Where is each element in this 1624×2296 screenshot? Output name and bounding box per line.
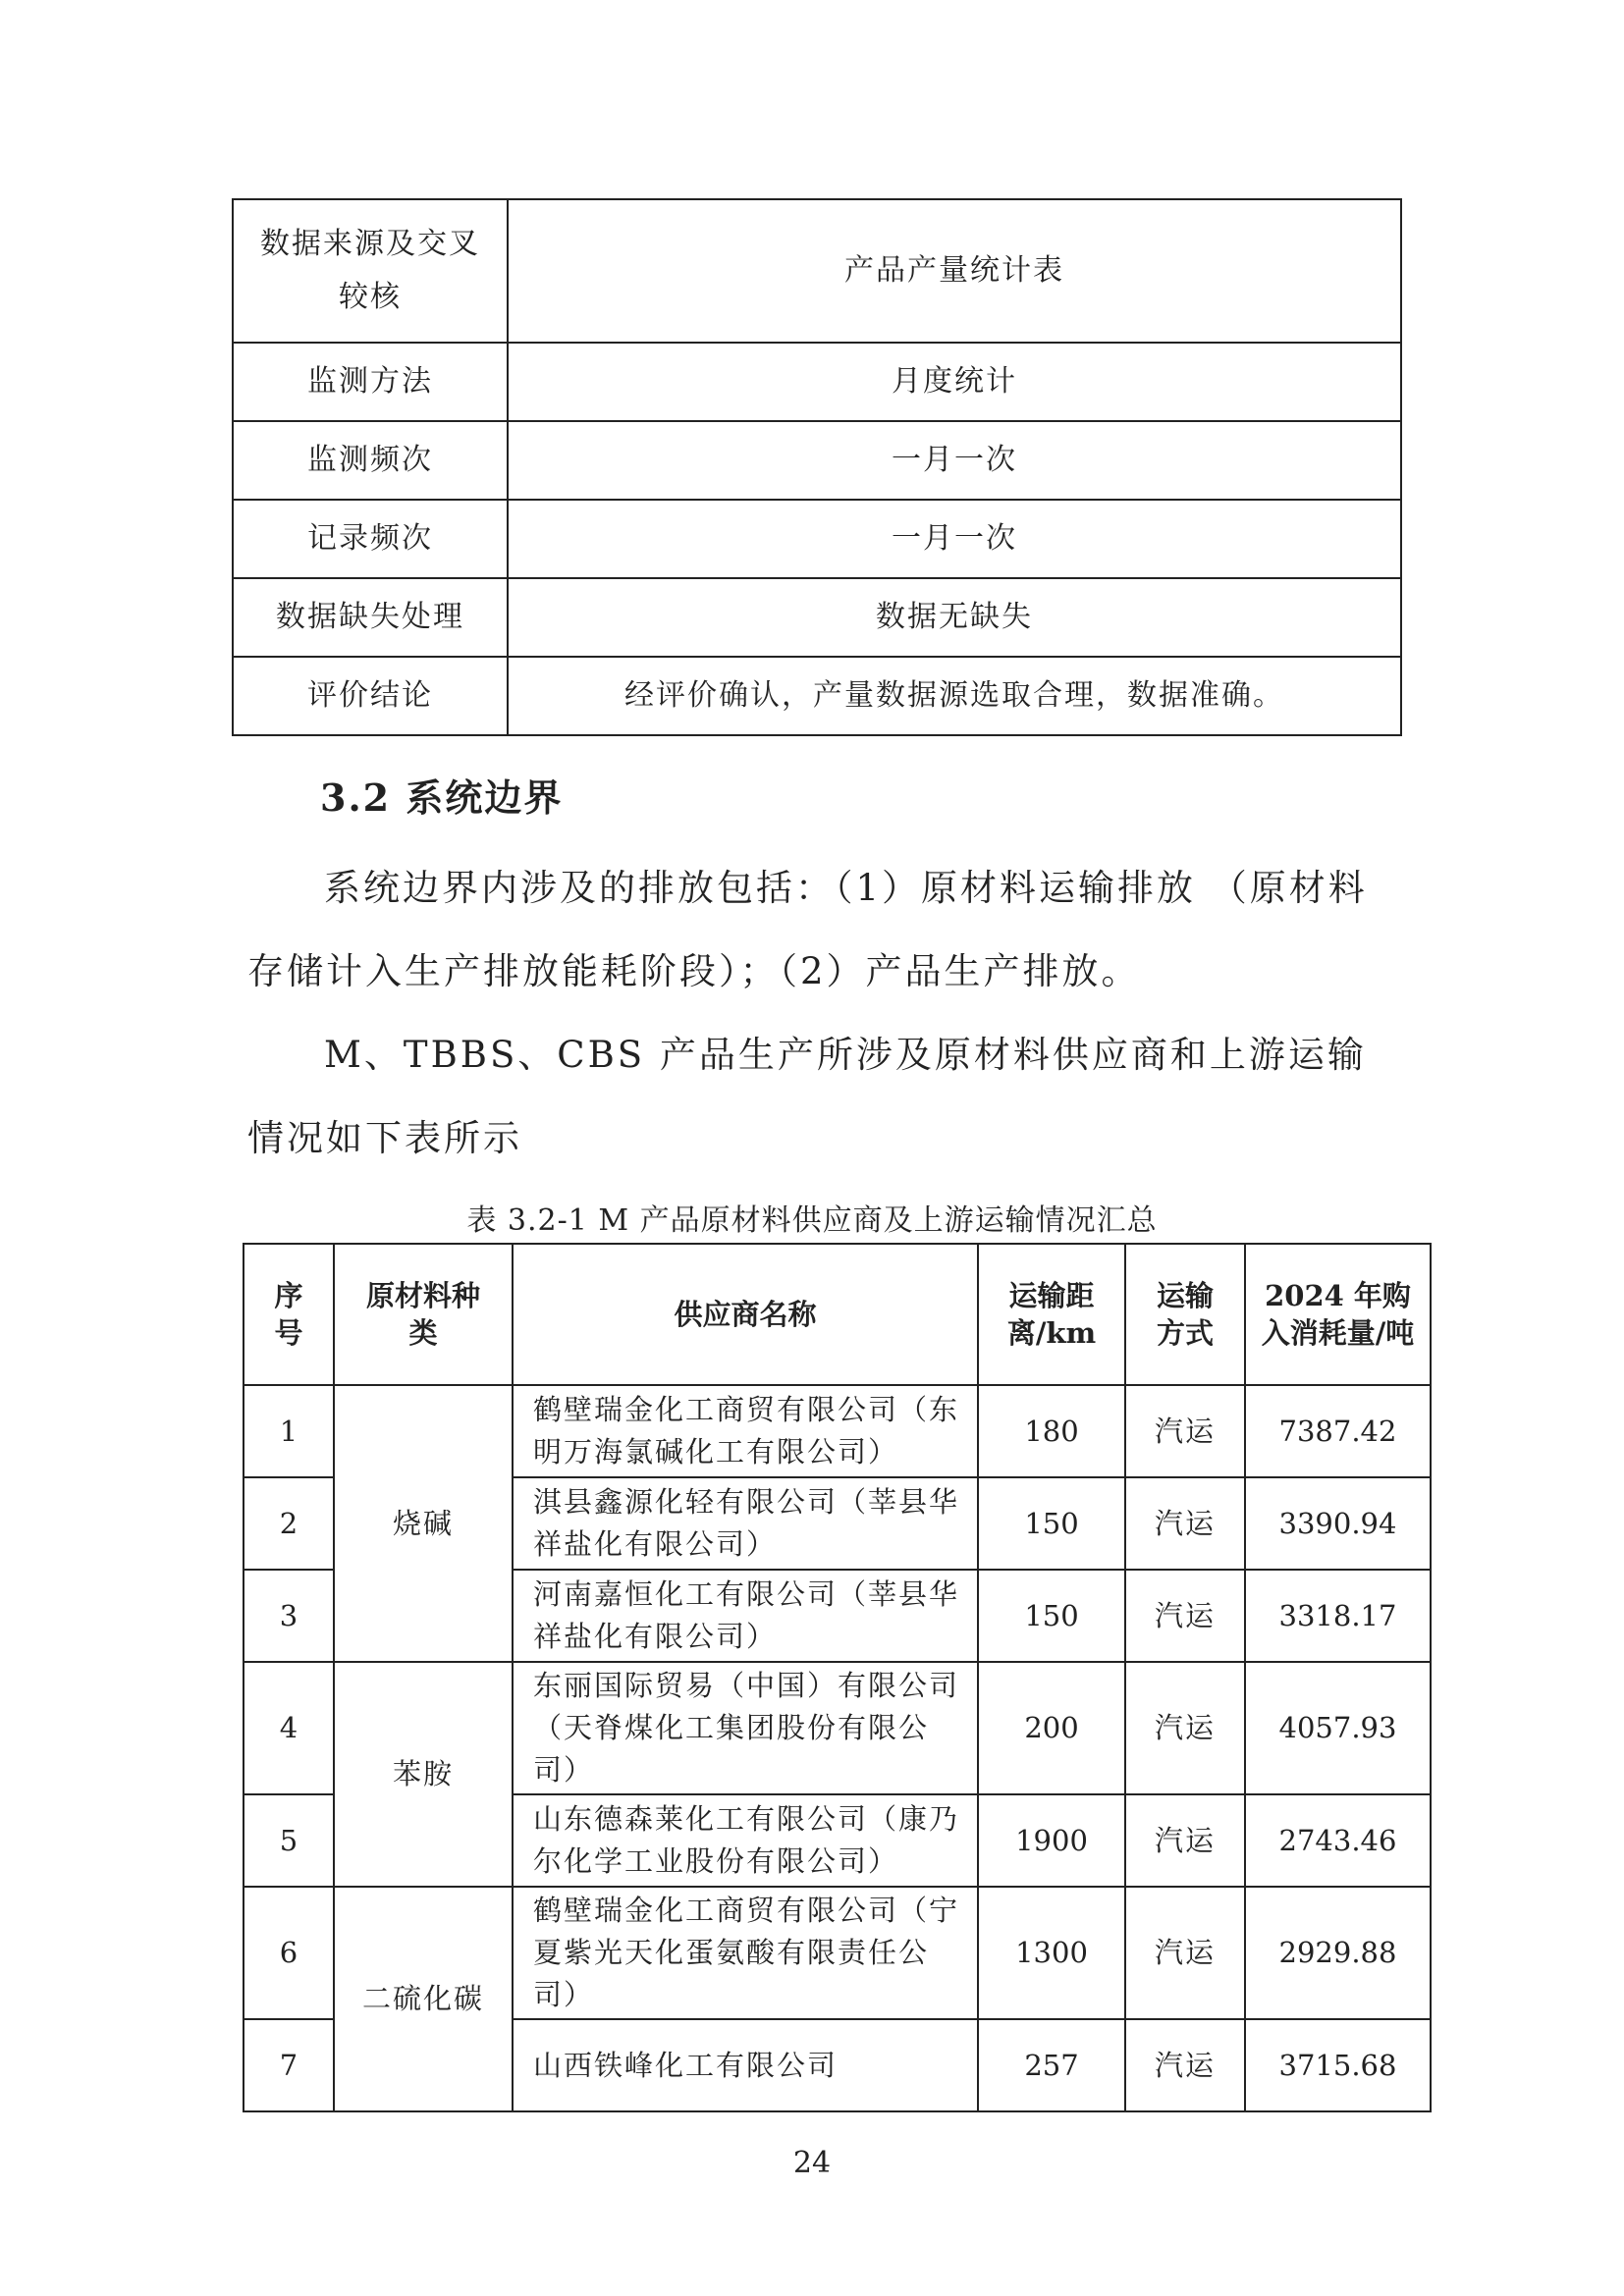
- cell-supplier: 鹤壁瑞金化工商贸有限公司（宁夏紫光天化蛋氨酸有限责任公司）: [513, 1887, 978, 2019]
- cell-material: 二硫化碳: [334, 1887, 513, 2111]
- row-label: 数据来源及交叉较核: [233, 199, 508, 343]
- cell-mode: 汽运: [1125, 1477, 1245, 1570]
- supplier-intro-paragraph: M、TBBS、CBS 产品生产所涉及原材料供应商和上游运输情况如下表所示: [247, 1034, 1367, 1159]
- page-number: 24: [792, 2146, 832, 2180]
- cell-supplier: 东丽国际贸易（中国）有限公司（天脊煤化工集团股份有限公司）: [513, 1662, 978, 1794]
- cell-supplier: 山东德森莱化工有限公司（康乃尔化学工业股份有限公司）: [513, 1794, 978, 1887]
- cell-supplier: 淇县鑫源化轻有限公司（莘县华祥盐化有限公司）: [513, 1477, 978, 1570]
- header-consumption: 2024 年购入消耗量/吨: [1245, 1244, 1431, 1385]
- cell-consumption: 3715.68: [1245, 2019, 1431, 2111]
- cell-seq: 7: [244, 2019, 334, 2111]
- table-row: [233, 199, 1401, 343]
- cell-distance: 1900: [978, 1794, 1125, 1887]
- section-heading: 3.2 系统边界: [320, 775, 564, 820]
- row-value: 月度统计: [508, 343, 1401, 421]
- supplier-transport-table: [243, 1243, 1432, 2112]
- header-seq: 序号: [244, 1244, 334, 1385]
- row-label: 评价结论: [233, 657, 508, 735]
- table-row: [233, 343, 1401, 421]
- table-header-row: [244, 1244, 1431, 1385]
- table-row: [244, 1385, 1431, 1477]
- table-row: [233, 578, 1401, 657]
- header-mode: 运输方式: [1125, 1244, 1245, 1385]
- row-value: 一月一次: [508, 421, 1401, 500]
- cell-seq: 6: [244, 1887, 334, 2019]
- cell-seq: 2: [244, 1477, 334, 1570]
- table-row: [233, 657, 1401, 735]
- table-row: [244, 1662, 1431, 1794]
- cell-mode: 汽运: [1125, 1385, 1245, 1477]
- cell-seq: 3: [244, 1570, 334, 1662]
- cell-consumption: 4057.93: [1245, 1662, 1431, 1794]
- row-label: 监测频次: [233, 421, 508, 500]
- cell-mode: 汽运: [1125, 1662, 1245, 1794]
- row-label: 数据缺失处理: [233, 578, 508, 657]
- cell-supplier: 鹤壁瑞金化工商贸有限公司（东明万海氯碱化工有限公司）: [513, 1385, 978, 1477]
- cell-distance: 150: [978, 1477, 1125, 1570]
- cell-consumption: 3318.17: [1245, 1570, 1431, 1662]
- cell-distance: 180: [978, 1385, 1125, 1477]
- cell-distance: 200: [978, 1662, 1125, 1794]
- cell-consumption: 3390.94: [1245, 1477, 1431, 1570]
- table-row: [233, 500, 1401, 578]
- cell-material: 苯胺: [334, 1662, 513, 1887]
- cell-mode: 汽运: [1125, 1570, 1245, 1662]
- row-value: 产品产量统计表: [508, 199, 1401, 343]
- cell-distance: 257: [978, 2019, 1125, 2111]
- cell-seq: 4: [244, 1662, 334, 1794]
- row-value: 数据无缺失: [508, 578, 1401, 657]
- table-row: [244, 1887, 1431, 2019]
- header-material: 原材料种类: [334, 1244, 513, 1385]
- header-distance: 运输距离/km: [978, 1244, 1125, 1385]
- cell-consumption: 2929.88: [1245, 1887, 1431, 2019]
- cell-distance: 1300: [978, 1887, 1125, 2019]
- row-value: 一月一次: [508, 500, 1401, 578]
- cell-distance: 150: [978, 1570, 1125, 1662]
- cell-mode: 汽运: [1125, 1794, 1245, 1887]
- cell-material: 烧碱: [334, 1385, 513, 1662]
- table-row: [233, 421, 1401, 500]
- cell-mode: 汽运: [1125, 2019, 1245, 2111]
- row-label: 记录频次: [233, 500, 508, 578]
- row-value: 经评价确认，产量数据源选取合理，数据准确。: [508, 657, 1401, 735]
- cell-supplier: 河南嘉恒化工有限公司（莘县华祥盐化有限公司）: [513, 1570, 978, 1662]
- cell-supplier: 山西铁峰化工有限公司: [513, 2019, 978, 2111]
- data-quality-table: [232, 198, 1402, 736]
- cell-seq: 1: [244, 1385, 334, 1477]
- cell-consumption: 7387.42: [1245, 1385, 1431, 1477]
- cell-mode: 汽运: [1125, 1887, 1245, 2019]
- row-label: 监测方法: [233, 343, 508, 421]
- header-supplier: 供应商名称: [513, 1244, 978, 1385]
- boundary-paragraph: 系统边界内涉及的排放包括：（1）原材料运输排放 （原材料存储计入生产排放能耗阶段）；（2）产品生产排放。: [247, 867, 1368, 992]
- cell-consumption: 2743.46: [1245, 1794, 1431, 1887]
- cell-seq: 5: [244, 1794, 334, 1887]
- table-caption: 表 3.2-1 M 产品原材料供应商及上游运输情况汇总: [466, 1203, 1158, 1238]
